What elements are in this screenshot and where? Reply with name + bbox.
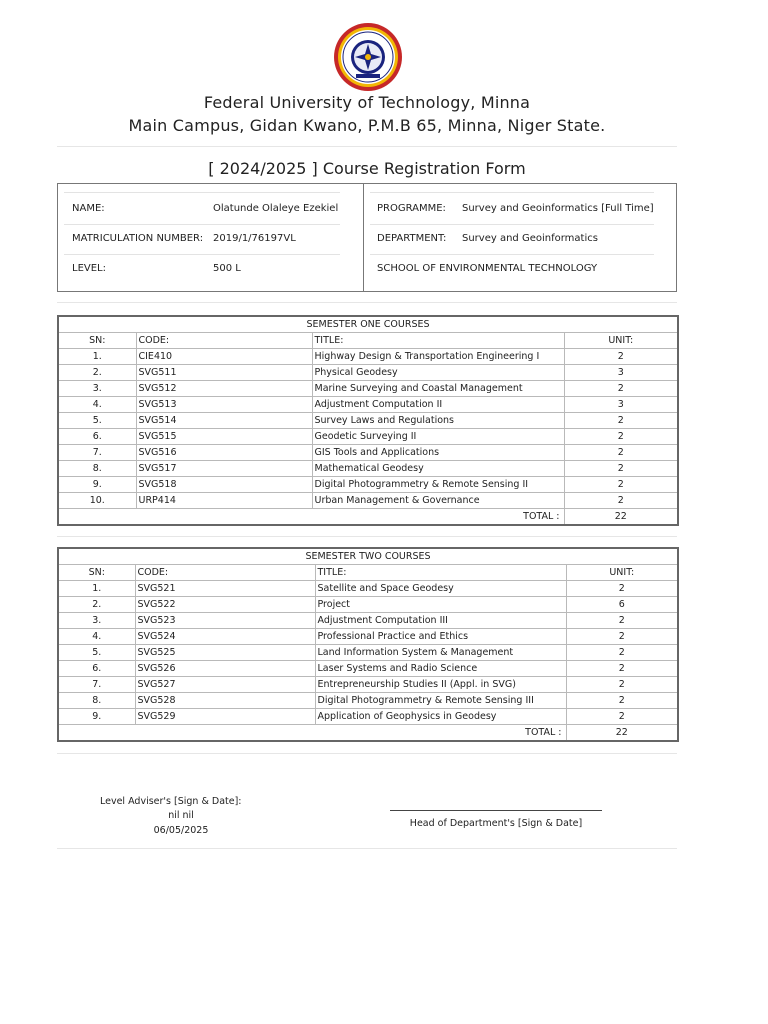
department: Survey and Geoinformatics	[462, 233, 598, 244]
course-row	[58, 429, 678, 445]
course-code: SVG525	[135, 645, 315, 661]
semester-one-table	[57, 315, 679, 526]
course-code: SVG512	[136, 381, 312, 397]
course-unit: 2	[564, 493, 678, 509]
course-row	[58, 445, 678, 461]
course-title: Marine Surveying and Coastal Management	[312, 381, 564, 397]
course-row	[58, 461, 678, 477]
course-code: SVG528	[135, 693, 315, 709]
course-unit: 2	[566, 677, 678, 693]
semester-one-heading: SEMESTER ONE COURSES	[58, 316, 678, 333]
info-divider	[363, 184, 364, 291]
course-sn: 5.	[58, 413, 136, 429]
course-unit: 2	[566, 693, 678, 709]
course-unit: 2	[566, 581, 678, 597]
course-title: Professional Practice and Ethics	[315, 629, 566, 645]
info-line	[370, 192, 654, 193]
hod-sign-label: Head of Department's [Sign & Date]	[409, 818, 583, 829]
course-sn: 8.	[58, 693, 135, 709]
total-label: TOTAL :	[58, 509, 564, 526]
total-units: 22	[566, 725, 678, 742]
course-row	[58, 381, 678, 397]
adviser-date: 06/05/2025	[153, 825, 209, 836]
column-header-sn: SN:	[58, 565, 135, 581]
course-code: CIE410	[136, 349, 312, 365]
course-sn: 7.	[58, 445, 136, 461]
department-label: DEPARTMENT:	[377, 233, 447, 244]
course-title: Adjustment Computation II	[312, 397, 564, 413]
column-header-unit: UNIT:	[566, 565, 678, 581]
course-unit: 6	[566, 597, 678, 613]
course-unit: 2	[566, 709, 678, 725]
divider	[57, 753, 677, 754]
course-title: Urban Management & Governance	[312, 493, 564, 509]
adviser-sign-label: Level Adviser's [Sign & Date]:	[100, 796, 242, 807]
course-title: Mathematical Geodesy	[312, 461, 564, 477]
total-label: TOTAL :	[58, 725, 566, 742]
university-seal-icon	[333, 22, 403, 92]
course-sn: 2.	[58, 597, 135, 613]
course-row	[58, 661, 678, 677]
course-code: SVG522	[135, 597, 315, 613]
column-header-unit: UNIT:	[564, 333, 678, 349]
name-label: NAME:	[72, 203, 105, 214]
course-sn: 1.	[58, 349, 136, 365]
course-sn: 4.	[58, 629, 135, 645]
course-row	[58, 709, 678, 725]
course-unit: 2	[564, 461, 678, 477]
course-sn: 4.	[58, 397, 136, 413]
course-unit: 2	[566, 629, 678, 645]
course-title: Survey Laws and Regulations	[312, 413, 564, 429]
student-info-box	[57, 183, 677, 292]
divider	[57, 302, 677, 303]
info-line	[64, 254, 340, 255]
info-line	[370, 254, 654, 255]
column-header-title: TITLE:	[312, 333, 564, 349]
course-code: SVG527	[135, 677, 315, 693]
course-code: SVG524	[135, 629, 315, 645]
total-row	[58, 725, 678, 742]
course-title: Entrepreneurship Studies II (Appl. in SVG)	[315, 677, 566, 693]
course-unit: 3	[564, 365, 678, 381]
course-row	[58, 477, 678, 493]
course-sn: 7.	[58, 677, 135, 693]
course-code: SVG511	[136, 365, 312, 381]
course-code: SVG516	[136, 445, 312, 461]
column-header-sn: SN:	[58, 333, 136, 349]
course-title: Satellite and Space Geodesy	[315, 581, 566, 597]
semester-two-heading: SEMESTER TWO COURSES	[58, 548, 678, 565]
course-row	[58, 693, 678, 709]
form-title: [ 2024/2025 ] Course Registration Form	[208, 159, 526, 178]
info-line	[64, 192, 340, 193]
course-row	[58, 413, 678, 429]
course-row	[58, 581, 678, 597]
course-code: SVG518	[136, 477, 312, 493]
course-unit: 2	[564, 429, 678, 445]
university-address: Main Campus, Gidan Kwano, P.M.B 65, Minna, Niger State.	[128, 116, 606, 135]
course-sn: 6.	[58, 661, 135, 677]
course-code: URP414	[136, 493, 312, 509]
course-unit: 2	[564, 445, 678, 461]
course-unit: 2	[566, 661, 678, 677]
divider	[57, 848, 677, 849]
semester-two-table	[57, 547, 679, 742]
course-sn: 10.	[58, 493, 136, 509]
course-title: Physical Geodesy	[312, 365, 564, 381]
course-title: Highway Design & Transportation Engineering I	[312, 349, 564, 365]
course-row	[58, 629, 678, 645]
course-unit: 2	[566, 645, 678, 661]
course-title: Project	[315, 597, 566, 613]
course-row	[58, 597, 678, 613]
university-name: Federal University of Technology, Minna	[203, 93, 531, 112]
course-row	[58, 349, 678, 365]
course-sn: 2.	[58, 365, 136, 381]
course-sn: 6.	[58, 429, 136, 445]
info-line	[64, 224, 340, 225]
course-row	[58, 397, 678, 413]
programme: Survey and Geoinformatics [Full Time]	[462, 203, 654, 214]
matric-label: MATRICULATION NUMBER:	[72, 233, 204, 244]
course-sn: 8.	[58, 461, 136, 477]
course-title: Land Information System & Management	[315, 645, 566, 661]
student-name: Olatunde Olaleye Ezekiel	[213, 203, 339, 214]
course-code: SVG529	[135, 709, 315, 725]
course-sn: 9.	[58, 477, 136, 493]
course-sn: 1.	[58, 581, 135, 597]
course-sn: 3.	[58, 381, 136, 397]
course-unit: 2	[564, 413, 678, 429]
adviser-name: nil nil	[168, 810, 194, 821]
school: SCHOOL OF ENVIRONMENTAL TECHNOLOGY	[377, 263, 598, 274]
divider	[57, 146, 677, 147]
programme-label: PROGRAMME:	[377, 203, 446, 214]
course-title: GIS Tools and Applications	[312, 445, 564, 461]
level-label: LEVEL:	[72, 263, 106, 274]
course-title: Geodetic Surveying II	[312, 429, 564, 445]
course-unit: 2	[564, 349, 678, 365]
course-title: Digital Photogrammetry & Remote Sensing II	[312, 477, 564, 493]
column-header-title: TITLE:	[315, 565, 566, 581]
total-row	[58, 509, 678, 526]
matric-number: 2019/1/76197VL	[213, 233, 296, 244]
hod-signature-line	[390, 810, 602, 811]
course-code: SVG521	[135, 581, 315, 597]
student-level: 500 L	[213, 263, 241, 274]
info-line	[370, 224, 654, 225]
course-title: Adjustment Computation III	[315, 613, 566, 629]
course-title: Laser Systems and Radio Science	[315, 661, 566, 677]
course-row	[58, 645, 678, 661]
course-unit: 3	[564, 397, 678, 413]
course-sn: 5.	[58, 645, 135, 661]
course-code: SVG517	[136, 461, 312, 477]
column-header-code: CODE:	[135, 565, 315, 581]
course-row	[58, 493, 678, 509]
divider	[57, 536, 677, 537]
course-unit: 2	[566, 613, 678, 629]
course-title: Digital Photogrammetry & Remote Sensing III	[315, 693, 566, 709]
course-title: Application of Geophysics in Geodesy	[315, 709, 566, 725]
course-code: SVG523	[135, 613, 315, 629]
course-code: SVG515	[136, 429, 312, 445]
course-code: SVG526	[135, 661, 315, 677]
course-unit: 2	[564, 477, 678, 493]
course-sn: 3.	[58, 613, 135, 629]
course-code: SVG513	[136, 397, 312, 413]
course-row	[58, 613, 678, 629]
course-sn: 9.	[58, 709, 135, 725]
total-units: 22	[564, 509, 678, 526]
course-unit: 2	[564, 381, 678, 397]
course-code: SVG514	[136, 413, 312, 429]
course-row	[58, 677, 678, 693]
course-row	[58, 365, 678, 381]
column-header-code: CODE:	[136, 333, 312, 349]
